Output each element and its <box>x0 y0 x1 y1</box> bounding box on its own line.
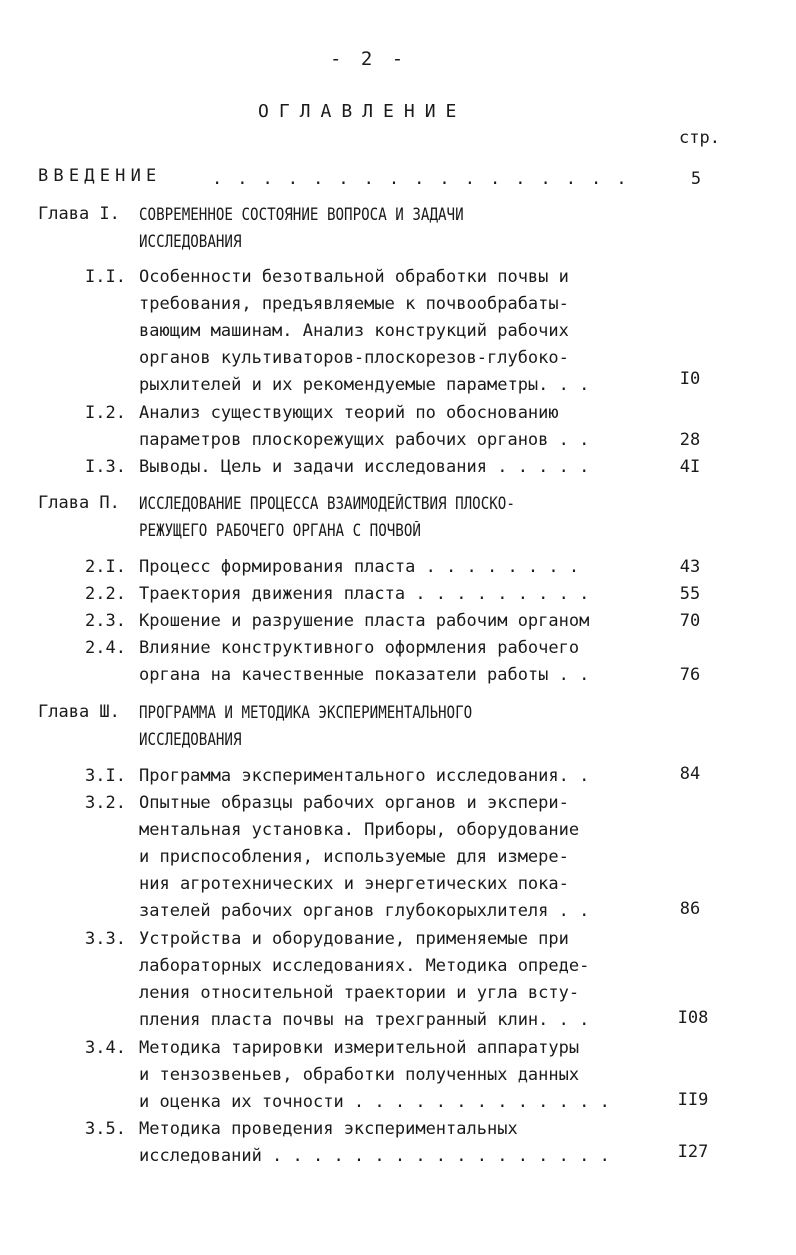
section-number: 2.I. <box>85 557 126 577</box>
section-line: Программа экспериментального исследования. . <box>139 766 590 786</box>
section-line: Методика проведения экспериментальных <box>139 1119 518 1139</box>
section-number: I.3. <box>85 457 126 477</box>
chapter-title-line: ПРОГРАММА И МЕТОДИКА ЭКСПЕРИМЕНТАЛЬНОГО <box>139 703 473 722</box>
chapter-title-line: СОВРЕМЕННОЕ СОСТОЯНИЕ ВОПРОСА И ЗАДАЧИ <box>139 205 464 224</box>
section-line: ментальная установка. Приборы, оборудование <box>139 820 580 840</box>
chapter-title-line: ИССЛЕДОВАНИЯ <box>139 232 242 251</box>
section-line: ния агротехнических и энергетических пока- <box>139 874 569 894</box>
section-line: и оценка их точности . . . . . . . . . . . . . <box>139 1092 610 1112</box>
chapter-label: Глава П. <box>38 493 120 513</box>
intro-page: 5 <box>690 169 702 189</box>
intro-label: ВВЕДЕНИЕ <box>38 166 162 186</box>
page-title: ОГЛАВЛЕНИЕ <box>258 101 467 122</box>
section-number: I.I. <box>85 267 126 287</box>
section-line: Процесс формирования пласта . . . . . . . . <box>139 557 580 577</box>
section-page: 84 <box>679 764 701 784</box>
section-number: 2.4. <box>85 638 126 658</box>
section-line: Методика тарировки измерительной аппаратуры <box>139 1038 580 1058</box>
section-number: 2.2. <box>85 584 126 604</box>
section-number: I.2. <box>85 403 126 423</box>
section-line: Опытные образцы рабочих органов и экспери- <box>139 793 569 813</box>
chapter-title-line: ИССЛЕДОВАНИЕ ПРОЦЕССА ВЗАИМОДЕЙСТВИЯ ПЛОСКО- <box>139 494 515 513</box>
section-page: 86 <box>679 899 701 919</box>
section-page: II9 <box>677 1090 709 1110</box>
section-line: лабораторных исследованиях. Методика опреде- <box>139 956 590 976</box>
section-line: рыхлителей и их рекомендуемые параметры. . . <box>139 375 590 395</box>
chapter-label: Глава I. <box>38 204 120 224</box>
section-line: Анализ существующих теорий по обоснованию <box>139 403 559 423</box>
chapter-title-line: РЕЖУЩЕГО РАБОЧЕГО ОРГАНА С ПОЧВОЙ <box>139 521 421 540</box>
section-number: 3.4. <box>85 1038 126 1058</box>
section-page: I0 <box>679 369 701 389</box>
section-line: Траектория движения пласта . . . . . . . . . <box>139 584 590 604</box>
section-page: 70 <box>679 611 701 631</box>
section-page: 43 <box>679 557 701 577</box>
section-line: ления относительной траектории и угла всту- <box>139 983 580 1003</box>
section-number: 3.2. <box>85 793 126 813</box>
chapter-title-line: ИССЛЕДОВАНИЯ <box>139 730 242 749</box>
section-number: 3.3. <box>85 929 126 949</box>
section-number: 3.5. <box>85 1119 126 1139</box>
section-line: и приспособления, используемые для измере- <box>139 847 569 867</box>
section-line: исследований . . . . . . . . . . . . . . . . . <box>139 1146 610 1166</box>
chapter-label: Глава Ш. <box>38 702 120 722</box>
section-line: зателей рабочих органов глубокорыхлителя . . <box>139 901 590 921</box>
section-line: параметров плоскорежущих рабочих органов . . <box>139 430 590 450</box>
section-line: Влияние конструктивного оформления рабочего <box>139 638 580 658</box>
section-line: органа на качественные показатели работы . . <box>139 665 590 685</box>
intro-leader: . . . . . . . . . . . . . . . . . <box>212 169 629 189</box>
page-column-label: стр. <box>679 128 720 148</box>
section-line: Устройства и оборудование, применяемые при <box>139 929 569 949</box>
section-line: требования, предъявляемые к почвообрабаты- <box>139 294 569 314</box>
section-number: 2.3. <box>85 611 126 631</box>
section-line: пления пласта почвы на трехгранный клин. . . <box>139 1010 590 1030</box>
section-page: 55 <box>679 584 701 604</box>
section-line: вающим машинам. Анализ конструкций рабочих <box>139 321 569 341</box>
section-page: I08 <box>677 1008 709 1028</box>
section-page: 28 <box>679 430 701 450</box>
section-number: 3.I. <box>85 766 126 786</box>
section-line: Выводы. Цель и задачи исследования . . . . . <box>139 457 590 477</box>
section-page: 76 <box>679 665 701 685</box>
section-page: I27 <box>677 1142 709 1162</box>
section-line: и тензозвеньев, обработки полученных данных <box>139 1065 580 1085</box>
section-line: органов культиваторов-плоскорезов-глубоко- <box>139 348 569 368</box>
page-number: - 2 - <box>330 48 408 70</box>
section-line: Крошение и разрушение пласта рабочим органом <box>139 611 590 631</box>
section-page: 4I <box>679 457 701 477</box>
section-line: Особенности безотвальной обработки почвы и <box>139 267 569 287</box>
